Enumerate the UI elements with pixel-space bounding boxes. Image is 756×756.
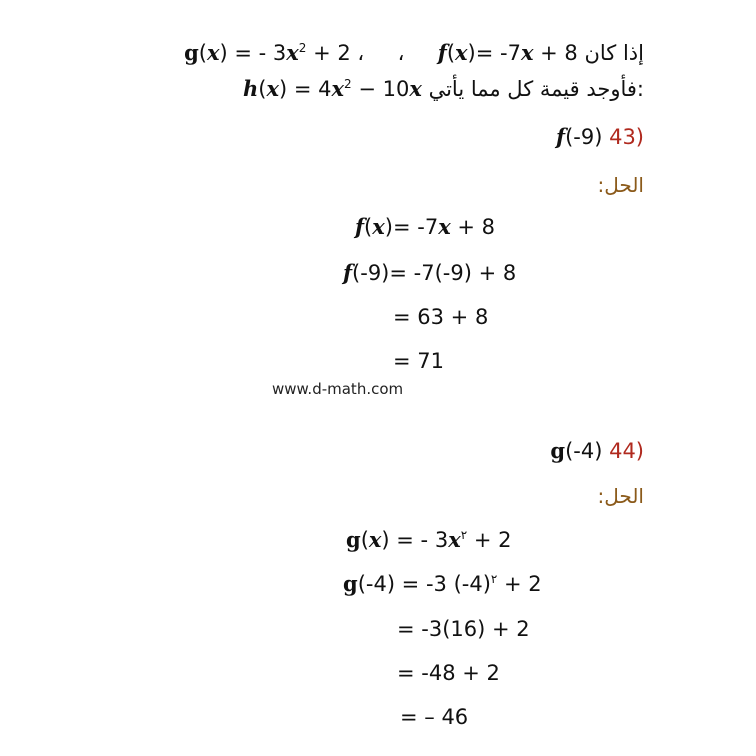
intro-line-1 bbox=[184, 34, 644, 67]
separator-comma: ، bbox=[397, 41, 405, 65]
watermark: www.d-math.com bbox=[272, 380, 404, 398]
question-43-heading bbox=[556, 124, 644, 149]
question-44-expression: g(-4) bbox=[550, 438, 603, 463]
q44-step-2: g(-4) = -3 $(-4)^٢ + 2$ bbox=[343, 571, 542, 596]
intro-line-2 bbox=[243, 70, 644, 103]
intro-arabic-instruction: فأوجد قيمة كل مما يأتي: bbox=[428, 77, 644, 101]
question-43-number: 43) bbox=[609, 125, 644, 149]
q44-step-4: = -48 + 2 bbox=[397, 661, 500, 685]
solution-label: الحل: bbox=[597, 173, 644, 197]
intro-arabic-start: إذا كان bbox=[584, 41, 644, 65]
q44-step-5: = – 46 bbox=[400, 705, 469, 729]
question-44-number: 44) bbox=[609, 439, 644, 463]
solution-label: الحل: bbox=[597, 484, 644, 508]
h-definition: $h(x) = 4x^2 - 10x$ bbox=[243, 76, 422, 101]
q44-step-3: = -3(16) + 2 bbox=[397, 617, 530, 641]
f-definition: f(x)= -7x + 8 bbox=[437, 40, 578, 65]
q43-step-3: = 63 + 8 bbox=[393, 305, 489, 329]
q44-step-1: g(x) = - $3x^٢ + 2$ bbox=[346, 527, 512, 552]
q43-step-4: = 71 bbox=[393, 349, 444, 373]
q43-step-2: f(-9)= -7(-9) + 8 bbox=[343, 260, 517, 285]
g-definition: g(x) = - $3x^2 + 2$ bbox=[184, 40, 351, 65]
question-44-heading bbox=[550, 438, 644, 463]
separator-comma: ، bbox=[357, 41, 365, 65]
q43-step-1: f(x)= -7x + 8 bbox=[355, 214, 496, 239]
question-43-expression: f(-9) bbox=[556, 124, 603, 149]
